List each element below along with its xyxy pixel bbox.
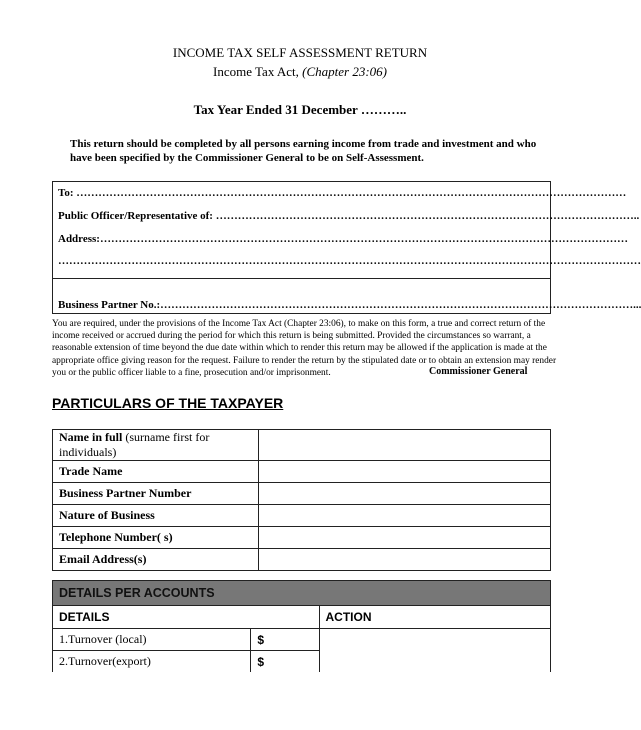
- nature-input[interactable]: [259, 505, 551, 527]
- table-row: [53, 505, 551, 527]
- chapter: (Chapter 23:06): [302, 64, 387, 79]
- row-label: Nature of Business: [59, 508, 155, 522]
- address-field-2[interactable]: ……………………………………………………………………………………………………………………………………………: [58, 255, 641, 267]
- row-label: Email Address(s): [59, 552, 147, 566]
- particulars-heading: PARTICULARS OF THE TAXPAYER: [52, 395, 284, 411]
- row-label: Name in full: [59, 430, 123, 444]
- divider: [53, 278, 550, 279]
- turnover-local-input[interactable]: $: [251, 629, 319, 651]
- public-officer-field[interactable]: Public Officer/Representative of: ……………………………………………………………………………………………………..: [58, 210, 640, 222]
- email-input[interactable]: [259, 549, 551, 571]
- table-row: [53, 549, 551, 571]
- intro-text: This return should be completed by all persons earning income from trade and investment and who have been specified by the Commissioner General to be on Self-Assessment.: [70, 138, 537, 164]
- to-field[interactable]: To: ……………………………………………………………………………………………………………………………………: [58, 187, 627, 199]
- row-label: 1.Turnover (local): [53, 629, 251, 651]
- address-box: [52, 181, 641, 314]
- table-row: [53, 461, 551, 483]
- particulars-table: [52, 429, 551, 571]
- table-row: [53, 629, 551, 651]
- turnover-export-input[interactable]: $: [251, 651, 319, 673]
- accounts-heading: DETAILS PER ACCOUNTS: [53, 581, 551, 606]
- details-header: DETAILS: [53, 606, 320, 629]
- address-field[interactable]: Address:………………………………………………………………………………………………………………………………: [58, 233, 628, 245]
- act-line: [0, 64, 600, 80]
- form-title: INCOME TAX SELF ASSESSMENT RETURN: [172, 45, 428, 60]
- action-cell[interactable]: [319, 629, 550, 673]
- action-header: ACTION: [319, 606, 550, 629]
- act: Income Tax Act,: [213, 64, 303, 79]
- telephone-input[interactable]: [259, 527, 551, 549]
- accounts-table: [52, 580, 551, 672]
- row-note: (surname first for individuals): [59, 430, 210, 459]
- table-row: [53, 483, 551, 505]
- table-row: [53, 527, 551, 549]
- signatory: Commissioner General: [429, 366, 528, 377]
- row-label: Business Partner Number: [59, 486, 192, 500]
- trade-name-input[interactable]: [259, 461, 551, 483]
- notice-text: You are required, under the provisions of the Income Tax Act (Chapter 23:06), to make on this form, a true and correct return of the income received or accrued during the period for which this return is being submitted. Provided the circumstances so warrant, a reasonable extension of time beyond the due date within which to render this return may be allowed if the application is made at the appropriate office giving reason for the request. Failure to render the return by the stipulated date or to obtain an extension may render you or the public officer liable to a fine, prosecution and/or imprisonment.: [52, 319, 557, 378]
- name-input[interactable]: [259, 430, 551, 461]
- row-label: Trade Name: [59, 464, 123, 478]
- row-label: 2.Turnover(export): [53, 651, 251, 673]
- bp-number-input[interactable]: [259, 483, 551, 505]
- business-partner-field[interactable]: Business Partner No.:…………………………………………………………………………………………………………………...: [58, 299, 641, 311]
- row-label: Telephone Number( s): [59, 530, 173, 544]
- table-row: [53, 430, 551, 461]
- tax-year: Tax Year Ended 31 December ………..: [193, 102, 407, 117]
